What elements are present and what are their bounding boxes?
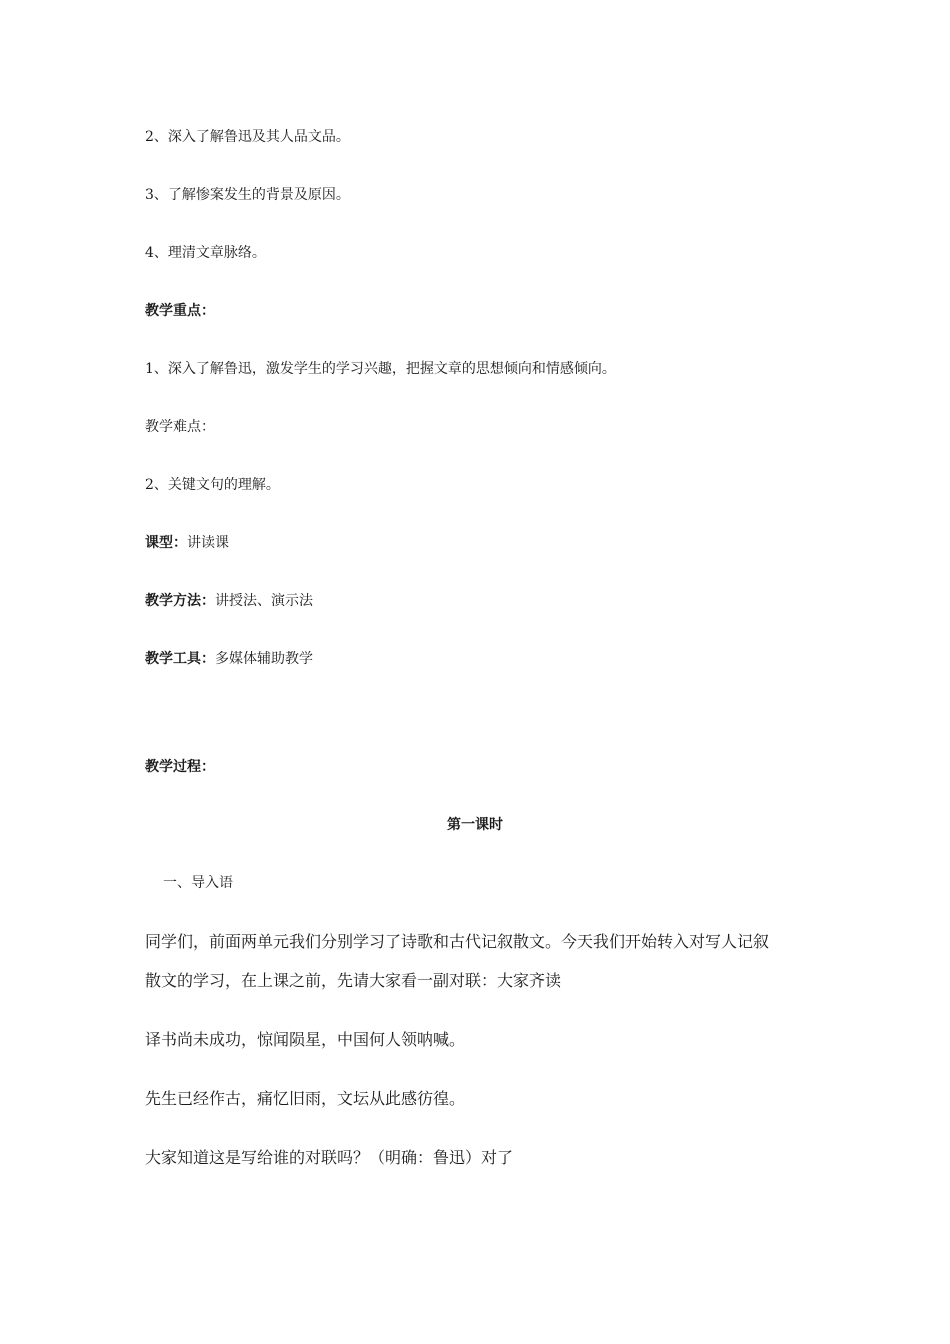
tools-row <box>145 649 313 669</box>
objective-2: 2、深入了解鲁迅及其人品文品。 <box>145 129 350 145</box>
lesson-type-value: 讲读课 <box>187 535 229 551</box>
couplet-line-1: 译书尚未成功，惊闻陨星，中国何人领呐喊。 <box>145 1030 466 1049</box>
tools-value: 多媒体辅助教学 <box>215 651 313 667</box>
difficulties-item: 2、关键文句的理解。 <box>145 477 280 493</box>
methods-label: 教学方法： <box>145 593 215 609</box>
lesson-type-row <box>145 533 229 553</box>
objective-4: 4、理清文章脉络。 <box>145 245 266 261</box>
process-heading: 教学过程： <box>145 759 215 775</box>
methods-value: 讲授法、演示法 <box>215 593 313 609</box>
key-points-heading: 教学重点： <box>145 303 215 319</box>
tools-label: 教学工具： <box>145 651 215 667</box>
section-intro-heading: 一、导入语 <box>163 875 233 891</box>
key-points-item: 1、深入了解鲁迅，激发学生的学习兴趣，把握文章的思想倾向和情感倾向。 <box>145 361 616 377</box>
methods-row <box>145 591 313 611</box>
difficulties-heading: 教学难点： <box>145 419 215 435</box>
period-title: 第一课时 <box>447 817 503 833</box>
question-line: 大家知道这是写给谁的对联吗？（明确：鲁迅）对了 <box>145 1148 514 1167</box>
objective-3: 3、了解惨案发生的背景及原因。 <box>145 187 350 203</box>
intro-paragraph-line-1: 同学们，前面两单元我们分别学习了诗歌和古代记叙散文。今天我们开始转入对写人记叙 <box>145 932 770 951</box>
couplet-line-2: 先生已经作古，痛忆旧雨，文坛从此感彷徨。 <box>145 1089 466 1108</box>
intro-paragraph-line-2: 散文的学习，在上课之前，先请大家看一副对联：大家齐读 <box>145 971 562 990</box>
lesson-type-label: 课型： <box>145 535 187 551</box>
